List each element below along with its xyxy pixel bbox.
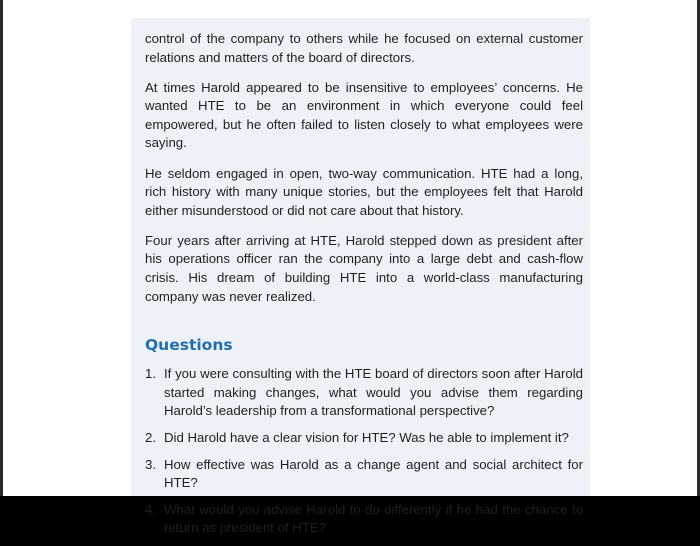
question-text: If you were consulting with the HTE board of directors soon after Harold started making changes, what would you advise them regarding Harold’s leadership from a transformational perspective? — [164, 366, 583, 419]
paragraph-2: At times Harold appeared to be insensitive to employees’ concerns. He wanted HTE to be an environment in which everyone could feel empowered, but he often failed to listen closely to what employees were saying. — [145, 79, 583, 151]
question-item — [145, 456, 583, 493]
question-text: Did Harold have a clear vision for HTE? Was he able to implement it? — [164, 430, 569, 445]
question-number: 2. — [145, 430, 156, 445]
questions-heading: Questions — [145, 336, 233, 355]
question-number: 3. — [145, 456, 156, 472]
question-text: How effective was Harold as a change agent and social architect for HTE? — [164, 456, 583, 491]
question-item — [145, 429, 583, 448]
question-text: What would you advise Harold to do differently if he had the chance to return as president of HTE? — [164, 501, 583, 536]
questions-list — [145, 365, 583, 538]
question-item — [145, 365, 583, 421]
left-edge-shadow — [0, 0, 3, 496]
question-number: 4. — [145, 501, 156, 517]
paragraph-4: Four years after arriving at HTE, Harold stepped down as president after his operations officer ran the company into a large debt and cash-flow crisis. His dream of building HTE into a world-class manufacturing company was never realized. — [145, 232, 583, 304]
case-study-content — [145, 30, 583, 546]
question-item — [145, 501, 583, 538]
question-number: 1. — [145, 366, 156, 382]
paragraph-1: control of the company to others while he focused on external customer relations and matters of the board of directors. — [145, 31, 583, 65]
paragraph-3: He seldom engaged in open, two-way communication. HTE had a long, rich history with many unique stories, but the employees felt that Harold either misunderstood or did not care about that history. — [145, 165, 583, 218]
